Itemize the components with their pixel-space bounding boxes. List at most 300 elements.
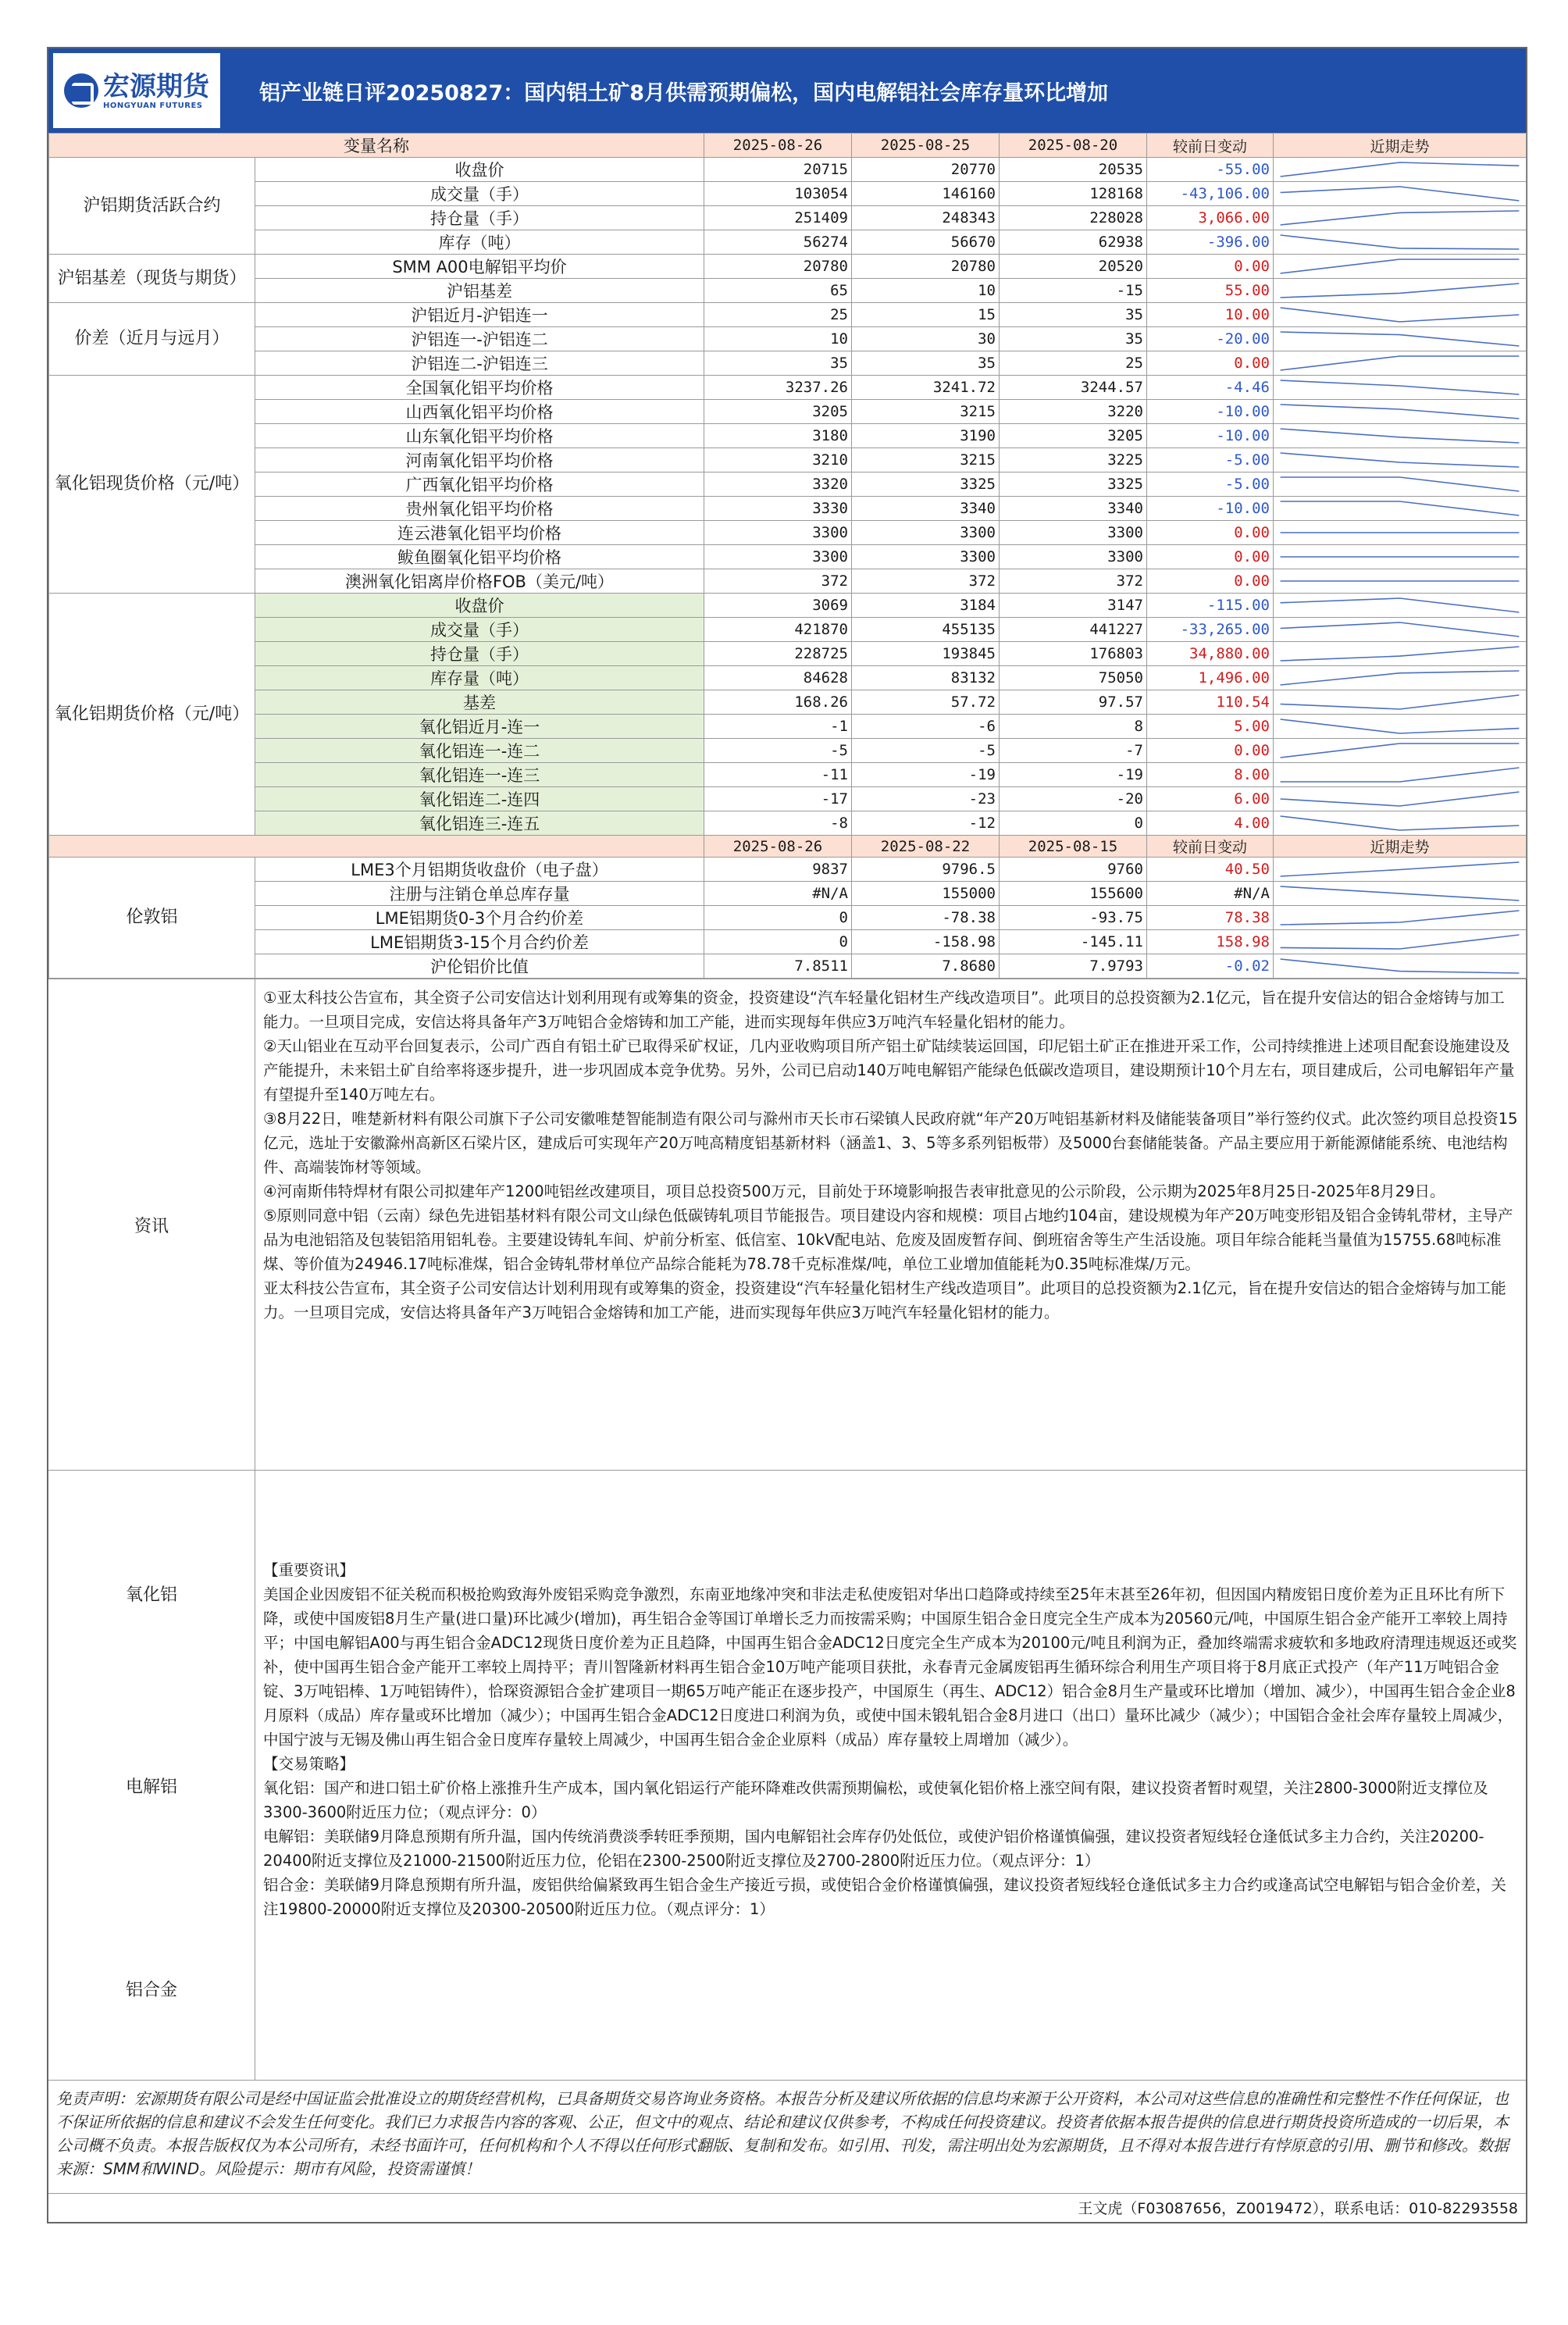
table-row [49, 158, 1527, 182]
trend-cell [1274, 279, 1527, 303]
trend-sparkline [1274, 448, 1526, 472]
value-cell: 248343 [852, 206, 1000, 230]
value-cell: 0 [704, 930, 852, 954]
table-row [49, 521, 1527, 545]
value-cell: 3225 [1000, 448, 1147, 472]
trend-sparkline [1274, 882, 1526, 905]
trend-cell [1274, 906, 1527, 930]
variable-name: 河南氧化铝平均价格 [255, 448, 704, 472]
value-cell: 20520 [1000, 255, 1147, 279]
change-cell: 0.00 [1147, 545, 1274, 569]
value-cell: 128168 [1000, 182, 1147, 206]
value-cell: 7.8680 [852, 954, 1000, 979]
value-cell: 0 [1000, 811, 1147, 836]
trend-cell [1274, 715, 1527, 739]
variable-name: 沪铝连二-沪铝连三 [255, 351, 704, 376]
value-cell: -78.38 [852, 906, 1000, 930]
value-cell: 3300 [1000, 545, 1147, 569]
value-cell: 3190 [852, 424, 1000, 448]
change-cell: 0.00 [1147, 255, 1274, 279]
table-row [49, 811, 1527, 836]
variable-name: 持仓量（手） [255, 206, 704, 230]
value-cell: 155000 [852, 882, 1000, 906]
value-cell: 10 [704, 327, 852, 351]
trend-sparkline [1274, 811, 1526, 835]
strategy-aluminum-alloy: 铝合金：美联储9月降息预期有所升温，废铝供给偏紧致再生铝合金生产接近亏损，或使铝合金价格谨慎偏强，建议投资者短线轻仓逢低试多主力合约或逢高试空电解铝与铝合金价差，关注19800-20000附近支撑位及20300-20500附近压力位。（观点评分：1） [263, 1876, 1506, 1918]
variable-name: 沪铝连一-沪铝连二 [255, 327, 704, 351]
trend-sparkline [1274, 739, 1526, 762]
change-cell: -55.00 [1147, 158, 1274, 182]
change-cell: -33,265.00 [1147, 618, 1274, 642]
value-cell: 3325 [852, 472, 1000, 497]
table-row [49, 618, 1527, 642]
table-row [49, 787, 1527, 811]
news-body [255, 979, 1526, 1470]
value-cell: 3244.57 [1000, 376, 1147, 400]
change-cell: -10.00 [1147, 497, 1274, 521]
table-row [49, 497, 1527, 521]
value-cell: 56670 [852, 230, 1000, 255]
table-header-row [49, 134, 1527, 158]
variable-name: 收盘价 [255, 158, 704, 182]
report-header [48, 48, 1526, 133]
value-cell: 3237.26 [704, 376, 852, 400]
value-cell: 3300 [852, 545, 1000, 569]
table-row [49, 376, 1527, 400]
value-cell: 3215 [852, 448, 1000, 472]
key-info-text: 美国企业因废铝不征关税而积极抢购致海外废铝采购竞争激烈，东南亚地缘冲突和非法走私使废铝对华出口趋降或持续至25年末甚至26年初，但因国内精废铝日度价差为正且环比有所下降，或使中国废铝8月生产量(进口量)环比减少(增加)，再生铝合金等国订单增长乏力而按需采购；中国原生铝合金日度完全生产成本为20560元/吨，中国原生铝合金产能开工率较上周持平；中国电解铝A00与再生铝合金ADC12现货日度价差为正且趋降，中国再生铝合金ADC12日度完全生产成本为20100元/吨且利润为正，叠加终端需求疲软和多地政府清理违规返还或奖补，使中国再生铝合金产能开工率较上周持平；青川智隆新材料再生铝合金10万吨产能项目获批，永春青元金属废铝再生循环综合利用生产项目将于8月底正式投产（年产11万吨铝合金锭、3万吨铝棒、1万吨铝铸件），恰琛资源铝合金扩建项目一期65万吨产能正在逐步投产，中国原生（再生、ADC12）铝合金8月生产量或环比增加（增加、减少），中国再生铝合金企业8月原料（成品）库存量或环比增加（减少）；中国再生铝合金ADC12日度进口利润为负，或使中国未锻轧铝合金8月进口（出口）量环比减少（减少）；中国铝合金社会库存量较上周减少，中国宁波与无锡及佛山再生铝合金日度库存量较上周减少，中国再生铝合金企业原料（成品）库存量较上周增加（减少）。 [263, 1585, 1517, 1749]
value-cell: 35 [1000, 303, 1147, 327]
change-cell: -20.00 [1147, 327, 1274, 351]
value-cell: -15 [1000, 279, 1147, 303]
variable-name: 库存量（吨） [255, 666, 704, 690]
trend-cell [1274, 690, 1527, 715]
trend-sparkline [1274, 376, 1526, 399]
value-cell: -11 [704, 763, 852, 787]
trend-sparkline [1274, 279, 1526, 302]
label-aluminum-alloy: 铝合金 [125, 1981, 177, 2000]
change-cell: -10.00 [1147, 400, 1274, 424]
table-row [49, 327, 1527, 351]
variable-name: 成交量（手） [255, 182, 704, 206]
variable-name: 成交量（手） [255, 618, 704, 642]
variable-name: LME3个月铝期货收盘价（电子盘） [255, 858, 704, 882]
value-cell: #N/A [704, 882, 852, 906]
trend-cell [1274, 811, 1527, 836]
group-label: 沪铝期货活跃合约 [49, 158, 255, 255]
trend-cell [1274, 882, 1527, 906]
change-cell: -0.02 [1147, 954, 1274, 979]
header-cell: 较前日变动 [1147, 134, 1274, 158]
table-header-row [49, 836, 1527, 858]
value-cell: 97.57 [1000, 690, 1147, 715]
logo-mark-icon [64, 73, 98, 108]
variable-name: 山东氧化铝平均价格 [255, 424, 704, 448]
trend-cell [1274, 182, 1527, 206]
value-cell: 3340 [852, 497, 1000, 521]
table-row [49, 303, 1527, 327]
change-cell: -396.00 [1147, 230, 1274, 255]
trend-sparkline [1274, 545, 1526, 569]
value-cell: 3180 [704, 424, 852, 448]
trend-sparkline [1274, 303, 1526, 326]
variable-name: 氧化铝近月-连一 [255, 715, 704, 739]
trend-sparkline [1274, 158, 1526, 181]
table-row [49, 715, 1527, 739]
value-cell: 193845 [852, 642, 1000, 666]
value-cell: 3330 [704, 497, 852, 521]
value-cell: 3241.72 [852, 376, 1000, 400]
variable-name: 澳洲氧化铝离岸价格FOB（美元/吨） [255, 569, 704, 594]
variable-name: 氧化铝连一-连三 [255, 763, 704, 787]
trend-cell [1274, 472, 1527, 497]
value-cell: 20770 [852, 158, 1000, 182]
change-cell: 0.00 [1147, 569, 1274, 594]
value-cell: -19 [852, 763, 1000, 787]
value-cell: 441227 [1000, 618, 1147, 642]
news-paragraph: ②天山铝业在互动平台回复表示，公司广西自有铝土矿已取得采矿权证，几内亚收购项目所产铝土矿陆续装运回国，印尼铝土矿正在推进开采工作，公司持续推进上述项目配套设施建设及产能提升，未来铝土矿自给率将逐步提升，进一步巩固成本竞争优势。另外，公司已启动140万吨电解铝产能绿色低碳改造项目，建设期预计10个月左右，项目建成后，公司电解铝年产量有望提升至140万吨左右。 [263, 1037, 1515, 1104]
value-cell: 84628 [704, 666, 852, 690]
value-cell: 20715 [704, 158, 852, 182]
trend-sparkline [1274, 521, 1526, 544]
trend-cell [1274, 763, 1527, 787]
change-cell: 34,880.00 [1147, 642, 1274, 666]
table-row [49, 230, 1527, 255]
trend-cell [1274, 521, 1527, 545]
table-row [49, 642, 1527, 666]
group-label: 价差（近月与远月） [49, 303, 255, 376]
logo-subtitle: HONGYUAN FUTURES [103, 101, 203, 110]
value-cell: 176803 [1000, 642, 1147, 666]
value-cell: -145.11 [1000, 930, 1147, 954]
value-cell: 3300 [1000, 521, 1147, 545]
value-cell: 3147 [1000, 594, 1147, 618]
value-cell: -158.98 [852, 930, 1000, 954]
trend-sparkline [1274, 642, 1526, 665]
header-cell: 2025-08-26 [704, 134, 852, 158]
value-cell: 57.72 [852, 690, 1000, 715]
trend-cell [1274, 787, 1527, 811]
strategy-electrolytic-aluminum: 电解铝：美联储9月降息预期有所升温，国内传统消费淡季转旺季预期，国内电解铝社会库存仍处低位，或使沪铝价格谨慎偏强，建议投资者短线轻仓逢低试多主力合约，关注20200-20400附近支撑位及21000-21500附近压力位，伦铝在2300-2500附近支撑位及2700-2800附近压力位。（观点评分：1） [263, 1828, 1484, 1870]
trend-cell [1274, 642, 1527, 666]
trend-sparkline [1274, 206, 1526, 230]
group-label: 氧化铝期货价格（元/吨） [49, 594, 255, 836]
change-cell: 40.50 [1147, 858, 1274, 882]
value-cell: 3325 [1000, 472, 1147, 497]
header-cell: 2025-08-15 [1000, 836, 1147, 858]
value-cell: 146160 [852, 182, 1000, 206]
value-cell: 455135 [852, 618, 1000, 642]
change-cell: 1,496.00 [1147, 666, 1274, 690]
value-cell: 3069 [704, 594, 852, 618]
value-cell: -6 [852, 715, 1000, 739]
group-label: 沪铝基差（现货与期货） [49, 255, 255, 303]
table-row [49, 182, 1527, 206]
value-cell: 56274 [704, 230, 852, 255]
value-cell: 3215 [852, 400, 1000, 424]
variable-name: SMM A00电解铝平均价 [255, 255, 704, 279]
label-electrolytic-aluminum: 电解铝 [125, 1778, 177, 1797]
analyst-contact: 王文虎（F03087656，Z0019472），联系电话：010-82293558 [48, 2193, 1526, 2222]
table-row [49, 690, 1527, 715]
table-row [49, 666, 1527, 690]
news-paragraph: 亚太科技公告宣布，其全资子公司安信达计划利用现有或筹集的资金，投资建设“汽车轻量化铝材生产线改造项目”。此项目的总投资额为2.1亿元，旨在提升安信达的铝合金熔铸与加工能力。一旦项目完成，安信达将具备年产3万吨铝合金熔铸和加工产能，进而实现每年供应3万吨汽车轻量化铝材的能力。 [263, 1279, 1506, 1321]
trend-cell [1274, 327, 1527, 351]
change-cell: 110.54 [1147, 690, 1274, 715]
value-cell: 20780 [852, 255, 1000, 279]
table-row [49, 569, 1527, 594]
trend-cell [1274, 206, 1527, 230]
change-cell: 6.00 [1147, 787, 1274, 811]
value-cell: 35 [1000, 327, 1147, 351]
value-cell: 8 [1000, 715, 1147, 739]
table-row [49, 882, 1527, 906]
table-row [49, 739, 1527, 763]
value-cell: 228028 [1000, 206, 1147, 230]
group-label: 伦敦铝 [49, 858, 255, 979]
table-row [49, 954, 1527, 979]
value-cell: 168.26 [704, 690, 852, 715]
value-cell: -93.75 [1000, 906, 1147, 930]
variable-name: 沪铝近月-沪铝连一 [255, 303, 704, 327]
table-row [49, 424, 1527, 448]
value-cell: 372 [1000, 569, 1147, 594]
trend-sparkline [1274, 666, 1526, 690]
value-cell: 35 [704, 351, 852, 376]
variable-name: 连云港氧化铝平均价格 [255, 521, 704, 545]
header-cell: 变量名称 [49, 134, 704, 158]
change-cell: 158.98 [1147, 930, 1274, 954]
value-cell: -23 [852, 787, 1000, 811]
variable-name: 氧化铝连三-连五 [255, 811, 704, 836]
news-paragraph: ③8月22日，唯楚新材料有限公司旗下子公司安徽唯楚智能制造有限公司与滁州市天长市石梁镇人民政府就“年产20万吨铝基新材料及储能装备项目”举行签约仪式。此次签约项目总投资15亿元，选址于安徽滁州高新区石梁片区，建成后可实现年产20万吨高精度铝基新材料（涵盖1、3、5等多系列铝板带）及5000台套储能装备。产品主要应用于新能源储能系统、电池结构件、高端装饰材等领域。 [263, 1110, 1518, 1176]
trend-sparkline [1274, 763, 1526, 786]
value-cell: 7.9793 [1000, 954, 1147, 979]
variable-name: LME铝期货0-3个月合约价差 [255, 906, 704, 930]
variable-name: 沪伦铝价比值 [255, 954, 704, 979]
value-cell: 10 [852, 279, 1000, 303]
value-cell: -20 [1000, 787, 1147, 811]
variable-name: LME铝期货3-15个月合约价差 [255, 930, 704, 954]
company-logo [53, 53, 220, 128]
value-cell: 155600 [1000, 882, 1147, 906]
change-cell: -115.00 [1147, 594, 1274, 618]
value-cell: 15 [852, 303, 1000, 327]
change-cell: 4.00 [1147, 811, 1274, 836]
disclaimer: 免责声明：宏源期货有限公司是经中国证监会批准设立的期货经营机构，已具备期货交易咨询业务资格。本报告分析及建议所依据的信息均来源于公开资料，本公司对这些信息的准确性和完整性不作任何保证，也不保证所依据的信息和建议不会发生任何变化。我们已力求报告内容的客观、公正，但文中的观点、结论和建议仅供参考，不构成任何投资建议。投资者依据本报告提供的信息进行期货投资所造成的一切后果，本公司概不负责。本报告版权仅为本公司所有，未经书面许可，任何机构和个人不得以任何形式翻版、复制和发布。如引用、刊发，需注明出处为宏源期货，且不得对本报告进行有悖原意的引用、删节和修改。数据来源：SMM和WIND。风险提示：期市有风险，投资需谨慎！ [48, 2080, 1526, 2193]
value-cell: 35 [852, 351, 1000, 376]
value-cell: 251409 [704, 206, 852, 230]
value-cell: -7 [1000, 739, 1147, 763]
value-cell: 0 [704, 906, 852, 930]
value-cell: 103054 [704, 182, 852, 206]
value-cell: 20535 [1000, 158, 1147, 182]
trend-sparkline [1274, 255, 1526, 278]
table-row [49, 351, 1527, 376]
change-cell: -5.00 [1147, 448, 1274, 472]
table-row [49, 930, 1527, 954]
key-info-heading: 【重要资讯】 [263, 1561, 355, 1579]
change-cell: -43,106.00 [1147, 182, 1274, 206]
value-cell: 25 [1000, 351, 1147, 376]
value-cell: 75050 [1000, 666, 1147, 690]
news-paragraph: ⑤原则同意中铝（云南）绿色先进铝基材料有限公司文山绿色低碳铸轧项目节能报告。项目建设内容和规模：项目占地约104亩，建设规模为年产20万吨变形铝及铝合金铸轧带材，主导产品为电池铝箔及包装铝箔用铝轧卷。主要建设铸轧车间、炉前分析室、低信室、10kV配电站、危废及固废暂存间、倒班宿舍等生产生活设施。项目年综合能耗当量值为15755.68吨标准煤、等价值为24946.17吨标准煤，铝合金铸轧带材单位产品综合能耗为78.78千克标准煤/吨，单位工业增加值能耗为0.35吨标准煤/万元。 [263, 1207, 1513, 1273]
table-row [49, 858, 1527, 882]
trend-sparkline [1274, 327, 1526, 351]
trend-sparkline [1274, 618, 1526, 641]
trend-cell [1274, 400, 1527, 424]
trend-cell [1274, 954, 1527, 979]
value-cell: 3220 [1000, 400, 1147, 424]
strategy-alumina: 氧化铝：国产和进口铝土矿价格上涨推升生产成本，国内氧化铝运行产能环降难改供需预期偏松，或使氧化铝价格上涨空间有限，建议投资者暂时观望，关注2800-3000附近支撑位及3300-3600附近压力位；（观点评分：0） [263, 1779, 1488, 1821]
trend-cell [1274, 303, 1527, 327]
report-title: 铝产业链日评20250827：国内铝土矿8月供需预期偏松，国内电解铝社会库存量环比增加 [259, 80, 1109, 105]
header-cell: 较前日变动 [1147, 836, 1274, 858]
trend-cell [1274, 545, 1527, 569]
trend-sparkline [1274, 424, 1526, 448]
value-cell: 25 [704, 303, 852, 327]
value-cell: 3300 [852, 521, 1000, 545]
header-cell: 2025-08-20 [1000, 134, 1147, 158]
change-cell: 0.00 [1147, 739, 1274, 763]
change-cell: 0.00 [1147, 521, 1274, 545]
value-cell: 65 [704, 279, 852, 303]
trend-sparkline [1274, 787, 1526, 811]
table-row [49, 472, 1527, 497]
value-cell: 228725 [704, 642, 852, 666]
trend-cell [1274, 930, 1527, 954]
value-cell: 9837 [704, 858, 852, 882]
trend-cell [1274, 158, 1527, 182]
value-cell: -5 [704, 739, 852, 763]
variable-name: 基差 [255, 690, 704, 715]
variable-name: 全国氧化铝平均价格 [255, 376, 704, 400]
strategy-section [48, 1470, 1526, 2080]
value-cell: 372 [852, 569, 1000, 594]
trend-cell [1274, 666, 1527, 690]
trend-cell [1274, 497, 1527, 521]
value-cell: 421870 [704, 618, 852, 642]
trend-sparkline [1274, 400, 1526, 423]
header-cell: 2025-08-22 [852, 836, 1000, 858]
trend-sparkline [1274, 715, 1526, 738]
news-paragraph: ④河南斯伟特焊材有限公司拟建年产1200吨铝丝改建项目，项目总投资500万元，目前处于环境影响报告表审批意见的公示阶段，公示期为2025年8月25日-2025年8月29日。 [263, 1182, 1445, 1200]
change-cell: 8.00 [1147, 763, 1274, 787]
header-cell: 近期走势 [1274, 836, 1527, 858]
trend-sparkline [1274, 230, 1526, 254]
value-cell: 3205 [1000, 424, 1147, 448]
trend-sparkline [1274, 930, 1526, 954]
value-cell: 3320 [704, 472, 852, 497]
trend-cell [1274, 424, 1527, 448]
value-cell: 3210 [704, 448, 852, 472]
trend-cell [1274, 858, 1527, 882]
trend-cell [1274, 255, 1527, 279]
price-data-table [48, 133, 1527, 979]
variable-name: 氧化铝连一-连二 [255, 739, 704, 763]
variable-name: 收盘价 [255, 594, 704, 618]
table-row [49, 448, 1527, 472]
change-cell: -10.00 [1147, 424, 1274, 448]
group-label: 氧化铝现货价格（元/吨） [49, 376, 255, 594]
trend-sparkline [1274, 906, 1526, 929]
change-cell: 3,066.00 [1147, 206, 1274, 230]
change-cell: -5.00 [1147, 472, 1274, 497]
change-cell: #N/A [1147, 882, 1274, 906]
change-cell: -4.46 [1147, 376, 1274, 400]
news-label: 资讯 [48, 979, 255, 1470]
value-cell: 30 [852, 327, 1000, 351]
report-sheet [47, 47, 1527, 2223]
trend-cell [1274, 376, 1527, 400]
value-cell: 20780 [704, 255, 852, 279]
trend-sparkline [1274, 497, 1526, 520]
trend-sparkline [1274, 858, 1526, 881]
table-row [49, 255, 1527, 279]
variable-name: 贵州氧化铝平均价格 [255, 497, 704, 521]
header-cell: 近期走势 [1274, 134, 1527, 158]
header-cell: 2025-08-26 [704, 836, 852, 858]
variable-name: 山西氧化铝平均价格 [255, 400, 704, 424]
value-cell: 83132 [852, 666, 1000, 690]
value-cell: 62938 [1000, 230, 1147, 255]
news-section [48, 979, 1526, 1470]
value-cell: 7.8511 [704, 954, 852, 979]
trend-sparkline [1274, 182, 1526, 205]
value-cell: 9760 [1000, 858, 1147, 882]
trend-cell [1274, 618, 1527, 642]
table-row [49, 206, 1527, 230]
change-cell: 0.00 [1147, 351, 1274, 376]
value-cell: -19 [1000, 763, 1147, 787]
variable-name: 库存（吨） [255, 230, 704, 255]
trend-cell [1274, 594, 1527, 618]
logo-name: 宏源期货 [103, 70, 209, 102]
trend-cell [1274, 569, 1527, 594]
table-row [49, 400, 1527, 424]
table-row [49, 594, 1527, 618]
trend-cell [1274, 230, 1527, 255]
value-cell: 3340 [1000, 497, 1147, 521]
table-row [49, 763, 1527, 787]
header-cell: 2025-08-25 [852, 134, 1000, 158]
trend-cell [1274, 448, 1527, 472]
trend-sparkline [1274, 954, 1526, 978]
trend-cell [1274, 351, 1527, 376]
value-cell: 3205 [704, 400, 852, 424]
trend-sparkline [1274, 351, 1526, 375]
trend-sparkline [1274, 569, 1526, 593]
table-row [49, 906, 1527, 930]
value-cell: -1 [704, 715, 852, 739]
value-cell: -12 [852, 811, 1000, 836]
trend-sparkline [1274, 594, 1526, 617]
value-cell: 3300 [704, 521, 852, 545]
change-cell: 10.00 [1147, 303, 1274, 327]
value-cell: 3300 [704, 545, 852, 569]
variable-name: 鲅鱼圈氧化铝平均价格 [255, 545, 704, 569]
header-cell-blank [49, 836, 704, 858]
trend-sparkline [1274, 690, 1526, 714]
variable-name: 氧化铝连二-连四 [255, 787, 704, 811]
change-cell: 5.00 [1147, 715, 1274, 739]
table-row [49, 545, 1527, 569]
strategy-heading: 【交易策略】 [263, 1755, 355, 1773]
variable-name: 注册与注销仓单总库存量 [255, 882, 704, 906]
table-row [49, 279, 1527, 303]
news-paragraph: ①亚太科技公告宣布，其全资子公司安信达计划利用现有或筹集的资金，投资建设“汽车轻量化铝材生产线改造项目”。此项目的总投资额为2.1亿元，旨在提升安信达的铝合金熔铸与加工能力。一旦项目完成，安信达将具备年产3万吨铝合金熔铸和加工产能，进而实现每年供应3万吨汽车轻量化铝材的能力。 [263, 989, 1505, 1031]
value-cell: -17 [704, 787, 852, 811]
